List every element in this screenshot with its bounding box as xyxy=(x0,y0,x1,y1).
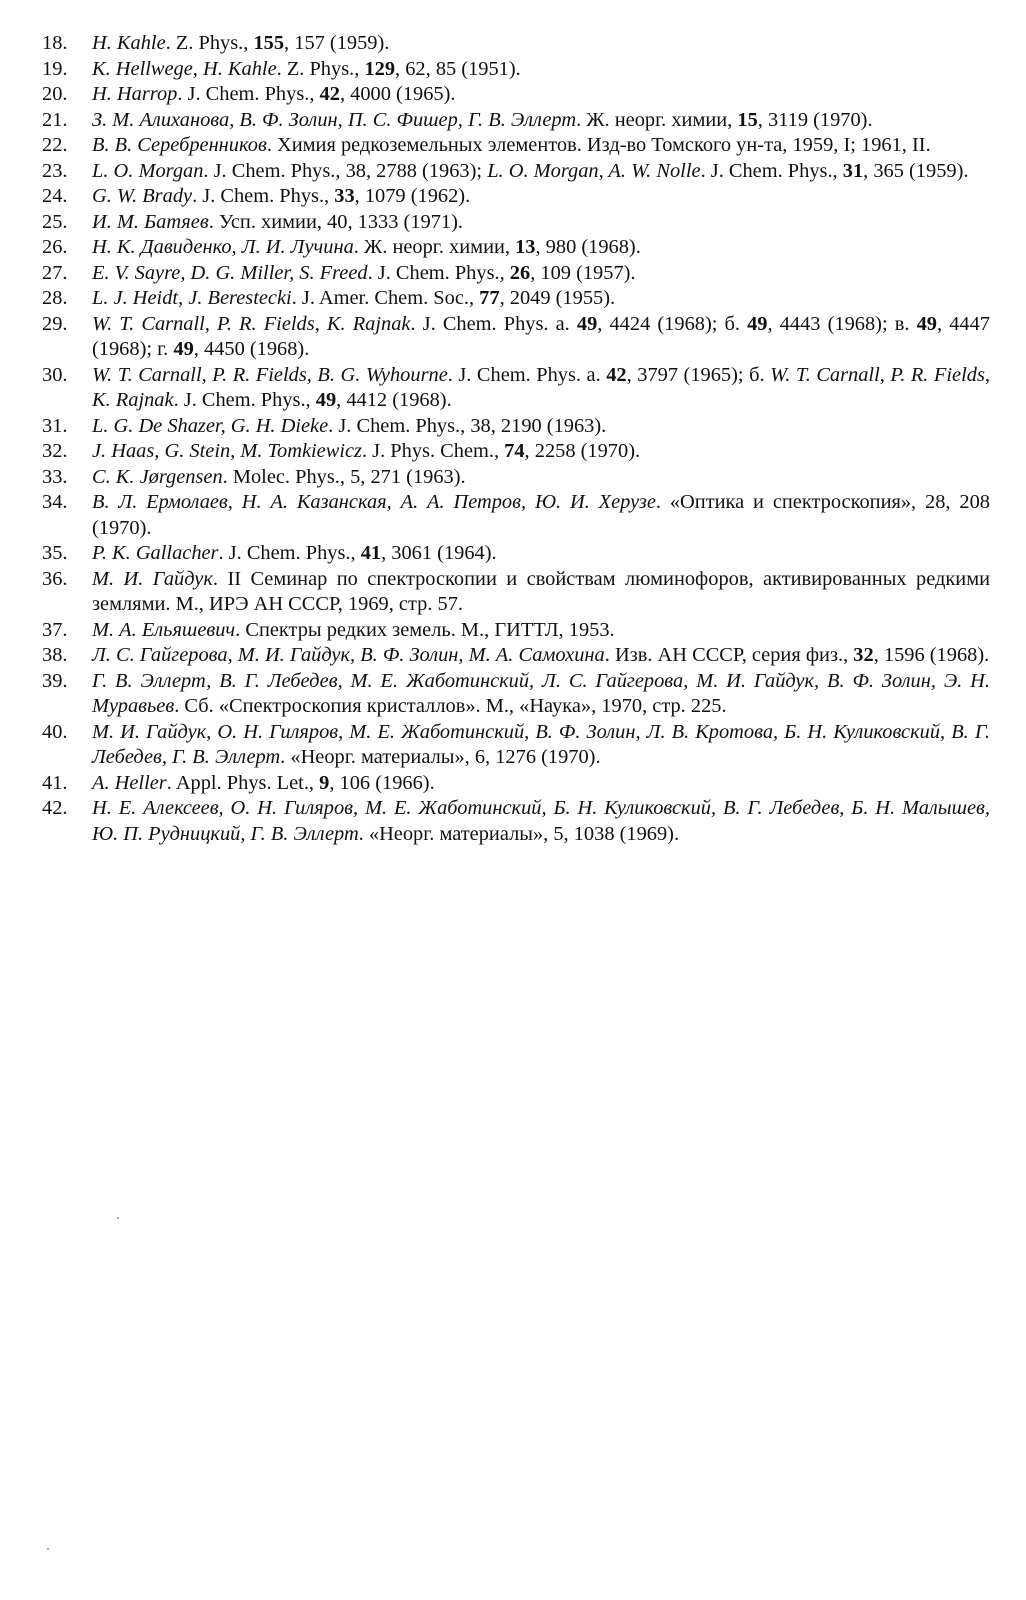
reference-text: , 3797 (1965); б. xyxy=(626,363,771,386)
reference-number: 41. xyxy=(42,771,68,794)
reference-text: . «Неорг. материалы», 6, 1276 (1970). xyxy=(280,746,601,768)
reference-authors: C. K. Jørgensen xyxy=(92,465,223,488)
reference-text: . J. Chem. Phys. а. xyxy=(410,312,577,335)
scan-speck xyxy=(117,1217,119,1219)
reference-item xyxy=(0,286,990,312)
reference-authors: H. Harrop xyxy=(92,83,178,105)
reference-volume: 42 xyxy=(606,363,627,386)
reference-volume: 32 xyxy=(853,644,874,666)
reference-number: 23. xyxy=(42,159,68,182)
reference-authors: P. K. Gallacher xyxy=(92,542,219,564)
reference-text: . J. Chem. Phys., xyxy=(192,185,335,207)
reference-text: , 106 (1966). xyxy=(329,771,435,794)
reference-volume: 49 xyxy=(315,389,337,411)
reference-text: . Z. Phys., xyxy=(276,57,365,80)
reference-volume: 31 xyxy=(842,159,864,182)
reference-authors: Н. К. Давиденко, Л. И. Лучина xyxy=(92,236,354,258)
reference-item xyxy=(0,643,990,669)
reference-number: 24. xyxy=(42,185,68,207)
reference-authors: И. М. Батяев xyxy=(92,210,209,233)
reference-item xyxy=(0,31,990,57)
reference-item xyxy=(0,490,990,541)
reference-item xyxy=(0,133,990,159)
reference-authors: Г. В. Эллерт, В. Г. Лебедев, М. Е. Жаботинский, Л. С. Гайгерова, М. И. Гайдук, В. Ф. Золин, Э. Н. Муравьев xyxy=(92,669,990,717)
reference-authors: М. И. Гайдук, О. Н. Гиляров, М. Е. Жаботинский, В. Ф. Золин, Л. В. Кротова, Б. Н. Куликовский, В. Г. Лебедев, Г. В. Эллерт xyxy=(92,720,990,768)
reference-item xyxy=(0,235,990,261)
reference-item xyxy=(0,414,990,440)
reference-text: , 4412 (1968). xyxy=(336,389,452,411)
reference-authors: З. М. Алиханова, В. Ф. Золин, П. С. Фишер, Г. В. Эллерт xyxy=(92,108,577,131)
reference-volume: 129 xyxy=(364,57,396,80)
reference-authors: В. Л. Ермолаев, Н. А. Казанская, А. А. Петров, Ю. И. Херузе xyxy=(92,491,656,513)
reference-volume: 49 xyxy=(173,338,194,360)
reference-list xyxy=(0,31,1026,847)
reference-text: , 1079 (1962). xyxy=(354,185,471,207)
reference-item xyxy=(0,771,990,797)
reference-number: 18. xyxy=(42,32,68,54)
reference-number: 38. xyxy=(42,644,68,666)
reference-text: . Molec. Phys., 5, 271 (1963). xyxy=(222,465,466,488)
reference-authors: L. J. Heidt, J. Berestecki xyxy=(92,287,292,309)
reference-authors: Л. С. Гайгерова, М. И. Гайдук, В. Ф. Золин, М. А. Самохина xyxy=(92,644,605,666)
reference-item xyxy=(0,796,990,847)
reference-authors: W. T. Carnall, P. R. Fields, K. Rajnak xyxy=(92,363,990,411)
reference-authors: G. W. Brady xyxy=(92,185,193,207)
reference-text: . Ж. неорг. химии, xyxy=(353,236,516,258)
reference-text: . Сб. «Спектроскопия кристаллов». М., «Наука», 1970, стр. 225. xyxy=(174,695,727,717)
reference-text: , 62, 85 (1951). xyxy=(395,57,521,80)
reference-authors: L. O. Morgan, A. W. Nolle xyxy=(487,159,701,182)
reference-text: . J. Chem. Phys., xyxy=(218,542,361,564)
reference-text: . «Неорг. материалы», 5, 1038 (1969). xyxy=(358,822,680,845)
reference-authors: М. А. Ельяшевич xyxy=(92,618,236,641)
reference-text: . II Семинар по спектроскопии и свойствам люминофоров, активированных редкими землями. М., ИРЭ АН СССР, 1969, стр. 57. xyxy=(92,567,991,615)
reference-item xyxy=(0,184,990,210)
reference-volume: 49 xyxy=(747,312,768,335)
reference-text: . J. Chem. Phys., xyxy=(700,159,843,182)
reference-text: . «Оптика и спектроскопия», 28, 208 (1970). xyxy=(92,491,990,539)
reference-volume: 49 xyxy=(576,312,598,335)
reference-item xyxy=(0,159,990,185)
reference-authors: Н. Е. Алексеев, О. Н. Гиляров, М. Е. Жаботинский, Б. Н. Куликовский, В. Г. Лебедев, Б. Н. Малышев, Ю. П. Рудницкий, Г. В. Эллерт xyxy=(92,797,990,845)
reference-text: . J. Chem. Phys., xyxy=(367,261,510,284)
reference-text: , 4443 (1968); в. xyxy=(767,312,917,335)
reference-volume: 15 xyxy=(737,108,758,131)
reference-item xyxy=(0,439,990,465)
reference-volume: 9 xyxy=(319,771,330,794)
reference-authors: K. Hellwege, H. Kahle xyxy=(92,57,277,80)
reference-text: . J. Amer. Chem. Soc., xyxy=(291,287,480,309)
reference-item xyxy=(0,618,990,644)
reference-number: 36. xyxy=(42,567,68,590)
reference-text: . J. Phys. Chem., xyxy=(361,440,505,462)
reference-number: 21. xyxy=(42,108,68,131)
reference-number: 35. xyxy=(42,542,68,564)
reference-text: , 4450 (1968). xyxy=(193,338,310,360)
reference-text: . Изв. АН СССР, серия физ., xyxy=(604,644,854,666)
reference-text: , 157 (1959). xyxy=(284,32,390,54)
reference-text: . Appl. Phys. Let., xyxy=(166,771,320,794)
reference-number: 27. xyxy=(42,261,68,284)
reference-text: , 4447 (1968); г. xyxy=(92,312,990,360)
reference-item xyxy=(0,312,990,363)
reference-authors: E. V. Sayre, D. G. Miller, S. Freed xyxy=(92,261,368,284)
reference-item xyxy=(0,261,990,287)
reference-item xyxy=(0,720,990,771)
reference-number: 29. xyxy=(42,312,68,335)
reference-number: 42. xyxy=(42,797,68,819)
reference-text: , 1596 (1968). xyxy=(873,644,990,666)
reference-volume: 26 xyxy=(509,261,531,284)
reference-item xyxy=(0,210,990,236)
reference-text: , 4000 (1965). xyxy=(339,83,456,105)
reference-number: 32. xyxy=(42,440,68,462)
reference-volume: 41 xyxy=(360,542,382,564)
reference-text: , 3061 (1964). xyxy=(381,542,497,564)
reference-authors: W. T. Carnall, P. R. Fields, B. G. Wyhourne xyxy=(92,363,448,386)
reference-number: 40. xyxy=(42,720,68,743)
reference-item xyxy=(0,363,990,414)
reference-authors: М. И. Гайдук xyxy=(92,567,213,590)
scan-speck xyxy=(47,1548,49,1550)
reference-text: . J. Chem. Phys., 38, 2788 (1963); xyxy=(203,159,488,182)
reference-text: . J. Chem. Phys., xyxy=(177,83,320,105)
reference-text: . Спектры редких земель. М., ГИТТЛ, 1953. xyxy=(235,618,615,641)
reference-text: . Химия редкоземельных элементов. Изд-во Томского ун-та, 1959, I; 1961, II. xyxy=(266,134,931,156)
reference-number: 22. xyxy=(42,134,68,156)
reference-text: , 2258 (1970). xyxy=(524,440,641,462)
reference-authors: J. Haas, G. Stein, M. Tomkiewicz xyxy=(92,440,362,462)
reference-text: . Z. Phys., xyxy=(165,32,254,54)
reference-text: , 109 (1957). xyxy=(530,261,636,284)
reference-text: , 3119 (1970). xyxy=(757,108,873,131)
reference-item xyxy=(0,108,990,134)
reference-item xyxy=(0,567,990,618)
reference-text: . Ж. неорг. химии, xyxy=(576,108,738,131)
reference-text: , 4424 (1968); б. xyxy=(597,312,748,335)
reference-number: 39. xyxy=(42,669,68,692)
reference-volume: 33 xyxy=(334,185,355,207)
reference-volume: 155 xyxy=(253,32,285,54)
reference-volume: 77 xyxy=(479,287,500,309)
reference-text: , 980 (1968). xyxy=(535,236,641,258)
reference-text: . J. Chem. Phys., xyxy=(173,389,316,411)
reference-number: 28. xyxy=(42,287,68,309)
reference-number: 30. xyxy=(42,363,68,386)
reference-item xyxy=(0,669,990,720)
reference-text: , 2049 (1955). xyxy=(499,287,616,309)
reference-number: 31. xyxy=(42,414,68,437)
reference-item xyxy=(0,57,990,83)
reference-authors: W. T. Carnall, P. R. Fields, K. Rajnak xyxy=(92,312,411,335)
reference-item xyxy=(0,82,990,108)
reference-number: 25. xyxy=(42,210,68,233)
reference-volume: 49 xyxy=(916,312,937,335)
reference-text: . Усп. химии, 40, 1333 (1971). xyxy=(208,210,463,233)
reference-volume: 13 xyxy=(515,236,536,258)
reference-authors: В. В. Серебренников xyxy=(92,134,267,156)
reference-text: . J. Chem. Phys. а. xyxy=(447,363,607,386)
reference-text: . J. Chem. Phys., 38, 2190 (1963). xyxy=(328,414,607,437)
reference-number: 19. xyxy=(42,57,68,80)
reference-item xyxy=(0,541,990,567)
reference-number: 26. xyxy=(42,236,68,258)
reference-number: 37. xyxy=(42,618,68,641)
reference-authors: L. O. Morgan xyxy=(92,159,204,182)
reference-authors: L. G. De Shazer, G. H. Dieke xyxy=(92,414,329,437)
reference-authors: H. Kahle xyxy=(92,32,166,54)
reference-number: 34. xyxy=(42,491,68,513)
reference-text: , 365 (1959). xyxy=(863,159,969,182)
reference-authors: A. Heller xyxy=(92,771,167,794)
reference-item xyxy=(0,465,990,491)
reference-volume: 74 xyxy=(504,440,525,462)
reference-number: 20. xyxy=(42,83,68,105)
reference-volume: 42 xyxy=(319,83,340,105)
reference-number: 33. xyxy=(42,465,68,488)
